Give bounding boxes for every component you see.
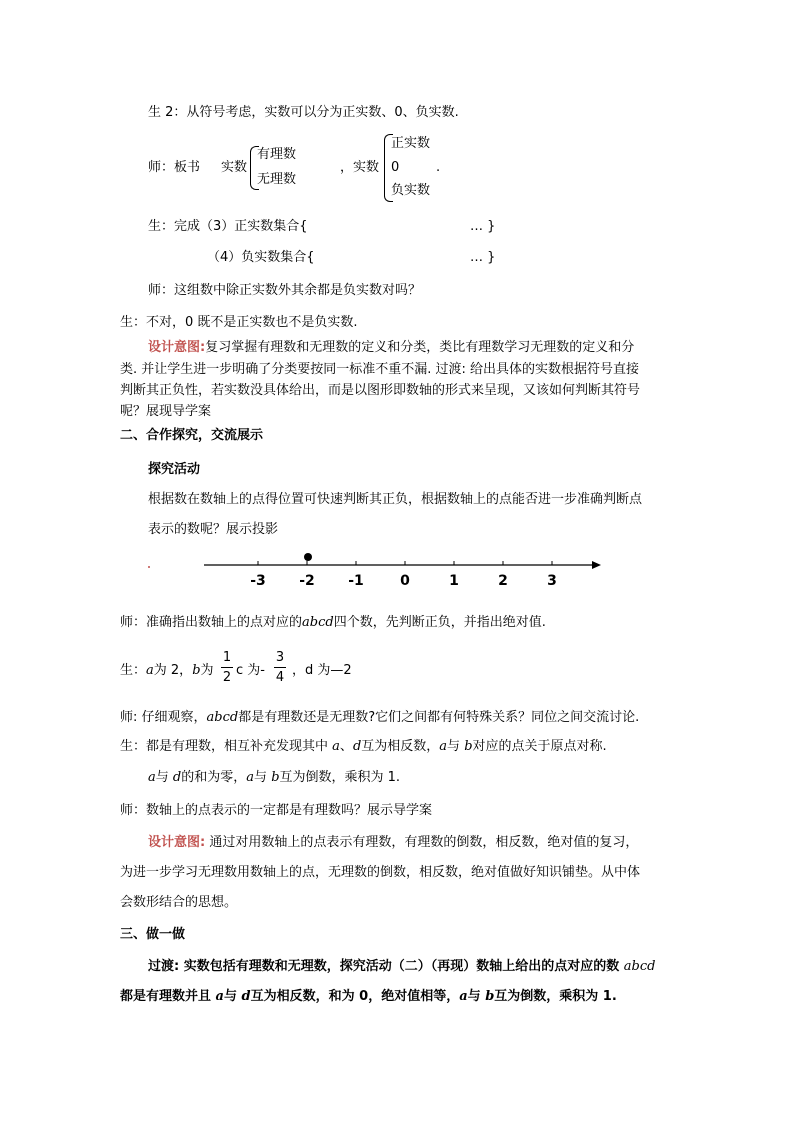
section-3-heading: 三、做一做 <box>120 927 186 942</box>
explore-text-line1: 根据数在数轴上的点得位置可快速判断其正负，根据数轴上的点能否进一步准确判断点 <box>148 492 643 507</box>
positive-real-label: 正实数 <box>391 136 431 151</box>
zero-label: 0 <box>391 160 400 175</box>
student-answer-values: 生：a为 2，b为 <box>120 663 214 678</box>
design-intent-2-line3: 会数形结合的思想。 <box>120 895 238 910</box>
negative-real-label: 负实数 <box>391 183 431 198</box>
teacher-board-label: 师：板书 <box>148 160 201 175</box>
number-line-tick-label: 0 <box>400 573 410 589</box>
number-line-tick-label: 2 <box>498 573 508 589</box>
board-period: . <box>436 160 441 175</box>
negative-set-ellipsis: … } <box>470 250 496 265</box>
transition-line1: 过渡: 实数包括有理数和无理数，探究活动（二）（再现）数轴上给出的点对应的数 abcd <box>148 959 656 974</box>
fraction-1-numerator: 1 <box>222 650 232 665</box>
irrational-number-label: 无理数 <box>257 172 297 187</box>
teacher-question-4: 师：数轴上的点表示的一定都是有理数吗？展示导学案 <box>120 803 433 818</box>
number-line-tick-label: -2 <box>299 573 315 589</box>
negative-set-prompt: （4）负实数集合{ <box>207 250 315 265</box>
design-intent-label: 设计意图: <box>148 340 206 355</box>
number-line <box>0 545 794 605</box>
explore-text-line2: 表示的数呢？展示投影 <box>148 522 279 537</box>
teacher-question-3: 师: 仔细观察，abcd都是有理数还是无理数?它们之间都有何特殊关系？同位之间交流讨论. <box>120 710 640 725</box>
number-line-tick-label: -1 <box>348 573 364 589</box>
positive-set-ellipsis: … } <box>470 219 496 234</box>
teacher-question-1: 师：这组数中除正实数外其余都是负实数对吗？ <box>148 283 422 298</box>
number-line-tick-label: -3 <box>250 573 266 589</box>
design-intent-2-line2: 为进一步学习无理数用数轴上的点，无理数的倒数，相反数，绝对值做好知识铺垫。从中体 <box>120 865 641 880</box>
number-line-arrow-icon <box>592 561 601 569</box>
fraction-1-denominator: 2 <box>222 670 232 685</box>
real-number-label-1: 实数 <box>221 160 248 175</box>
explore-activity-heading: 探究活动 <box>148 462 201 477</box>
section-2-heading: 二、合作探究，交流展示 <box>120 428 264 443</box>
fraction-2-bar <box>274 667 286 668</box>
fraction-2-numerator: 3 <box>275 650 285 665</box>
transition-line2: 都是有理数并且 a与 d互为相反数，和为 0，绝对值相等，a与 b互为倒数，乘积为 1. <box>120 989 617 1004</box>
number-line-point <box>304 553 312 561</box>
c-value-label: c 为- <box>236 663 265 678</box>
student2-answer: 生 2：从符号考虑，实数可以分为正实数、0、负实数. <box>148 105 459 120</box>
fraction-1-bar <box>221 667 233 668</box>
design-intent-1-line4: 呢？展现导学案 <box>120 404 212 419</box>
rational-number-label: 有理数 <box>257 147 297 162</box>
number-line-tick-label: 3 <box>547 573 557 589</box>
stray-mark <box>148 566 150 568</box>
number-line-tick-label: 1 <box>449 573 459 589</box>
design-intent-1-line3: 判断其正负性，若实数没具体给出，而是以图形即数轴的形式来呈现，又该如何判断其符号 <box>120 383 641 398</box>
student-answer-6: a与 d的和为零，a与 b互为倒数，乘积为 1. <box>148 770 401 785</box>
student-answer-5: 生：都是有理数，相互补充发现其中 a、d互为相反数，a与 b对应的点关于原点对称. <box>120 739 607 754</box>
real-number-label-2: ，实数 <box>340 160 380 175</box>
design-intent-1-line2: 类. 并让学生进一步明确了分类要按同一标准不重不漏. 过渡: 给出具体的实数根据符号直接 <box>120 362 640 377</box>
d-value-label: ，d 为—2 <box>292 663 352 678</box>
student-answer-1: 生：不对，0 既不是正实数也不是负实数. <box>120 315 358 330</box>
fraction-2-denominator: 4 <box>275 670 285 685</box>
design-intent-2-line1: 设计意图: 通过对用数轴上的点表示有理数，有理数的倒数，相反数，绝对值的复习， <box>148 835 639 850</box>
positive-set-prompt: 生：完成（3）正实数集合{ <box>148 219 308 234</box>
design-intent-1-line1: 设计意图:复习掌握有理数和无理数的定义和分类，类比有理数学习无理数的定义和分 <box>148 340 635 355</box>
teacher-instruction-2: 师：准确指出数轴上的点对应的abcd四个数，先判断正负，并指出绝对值. <box>120 615 546 630</box>
